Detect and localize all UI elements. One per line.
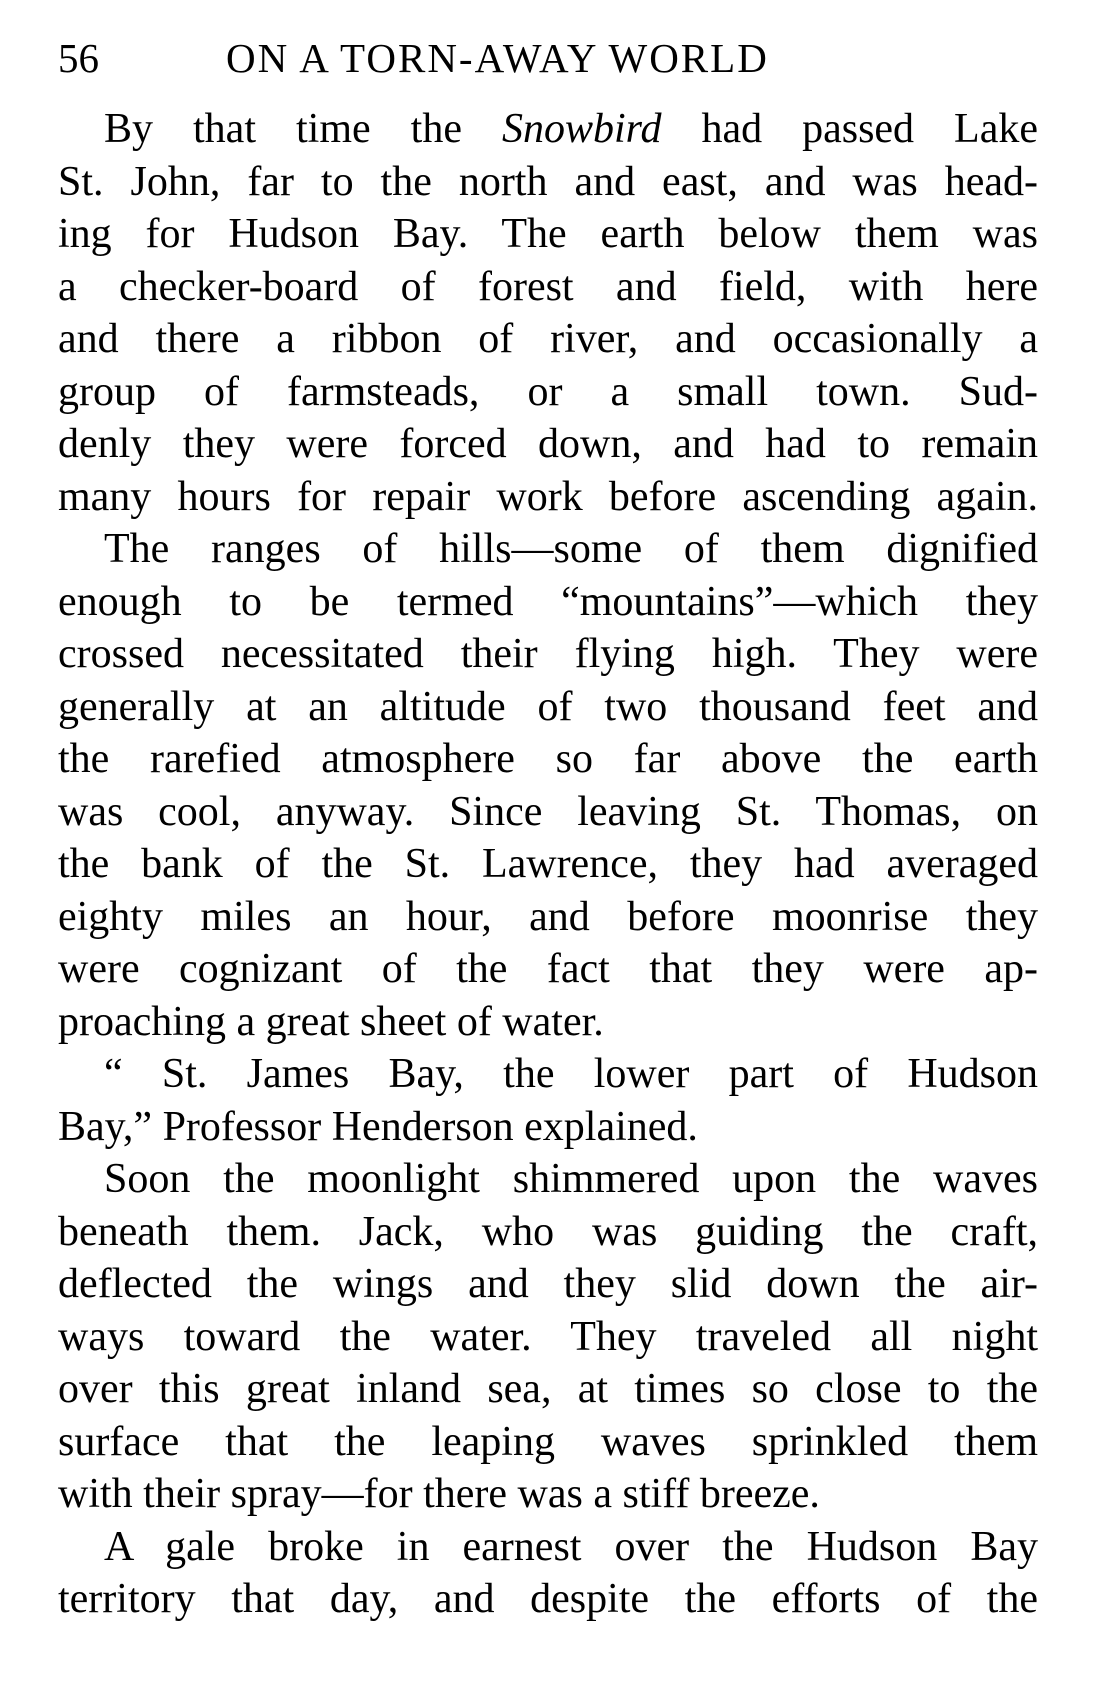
body-text (58, 103, 1038, 1626)
paragraph-5 (58, 1521, 1038, 1626)
text-line: generally at an altitude of two thousand feet and (58, 683, 1038, 730)
text-line: many hours for repair work before ascending again. (58, 473, 1038, 520)
page-number: 56 (58, 35, 99, 81)
running-title: ON A TORN-AWAY WORLD (226, 35, 769, 81)
text-line: ways toward the water. They traveled all night (58, 1313, 1038, 1360)
text-line: and there a ribbon of river, and occasionally a (58, 316, 1038, 362)
text-run: By that time the (104, 106, 502, 152)
text-line: were cognizant of the fact that they were ap- (58, 946, 1038, 992)
text-line: a checker-board of forest and field, with here (58, 263, 1038, 310)
paragraph-1 (58, 103, 1038, 523)
text-line: eighty miles an hour, and before moonrise they (58, 893, 1038, 940)
paragraph-4 (58, 1153, 1038, 1521)
text-line (58, 103, 1038, 156)
paragraph-2 (58, 523, 1038, 1048)
running-head (58, 28, 1038, 88)
text-line: “ St. James Bay, the lower part of Hudson (104, 1051, 1038, 1097)
text-line: A gale broke in earnest over the Hudson Bay (104, 1523, 1038, 1570)
text-line: with their spray—for there was a stiff breeze. (58, 1471, 820, 1517)
text-line: crossed necessitated their flying high. They were (58, 631, 1038, 677)
text-line: surface that the leaping waves sprinkled them (58, 1418, 1038, 1465)
text-line: St. John, far to the north and east, and was head- (58, 158, 1038, 205)
text-run: had passed Lake (661, 106, 1038, 152)
text-line: was cool, anyway. Since leaving St. Thomas, on (58, 788, 1038, 835)
text-line: the bank of the St. Lawrence, they had averaged (58, 841, 1038, 887)
text-line: Bay,” Professor Henderson explained. (58, 1103, 698, 1150)
text-line: group of farmsteads, or a small town. Sud- (58, 368, 1038, 415)
text-line: The ranges of hills—some of them dignified (104, 526, 1038, 572)
text-line: beneath them. Jack, who was guiding the craft, (58, 1208, 1038, 1255)
text-line: enough to be termed “mountains”—which they (58, 578, 1038, 625)
ship-name: Snowbird (501, 106, 662, 152)
text-line: ing for Hudson Bay. The earth below them was (58, 211, 1038, 257)
text-line: Soon the moonlight shimmered upon the waves (104, 1156, 1038, 1202)
text-line: territory that day, and despite the efforts of the (58, 1576, 1038, 1622)
paragraph-3 (58, 1048, 1038, 1153)
text-line: proaching a great sheet of water. (58, 998, 604, 1045)
text-line: denly they were forced down, and had to remain (58, 421, 1038, 467)
text-line: the rarefied atmosphere so far above the earth (58, 736, 1038, 782)
text-line: over this great inland sea, at times so close to the (58, 1366, 1038, 1412)
text-line: deflected the wings and they slid down the air- (58, 1261, 1038, 1307)
